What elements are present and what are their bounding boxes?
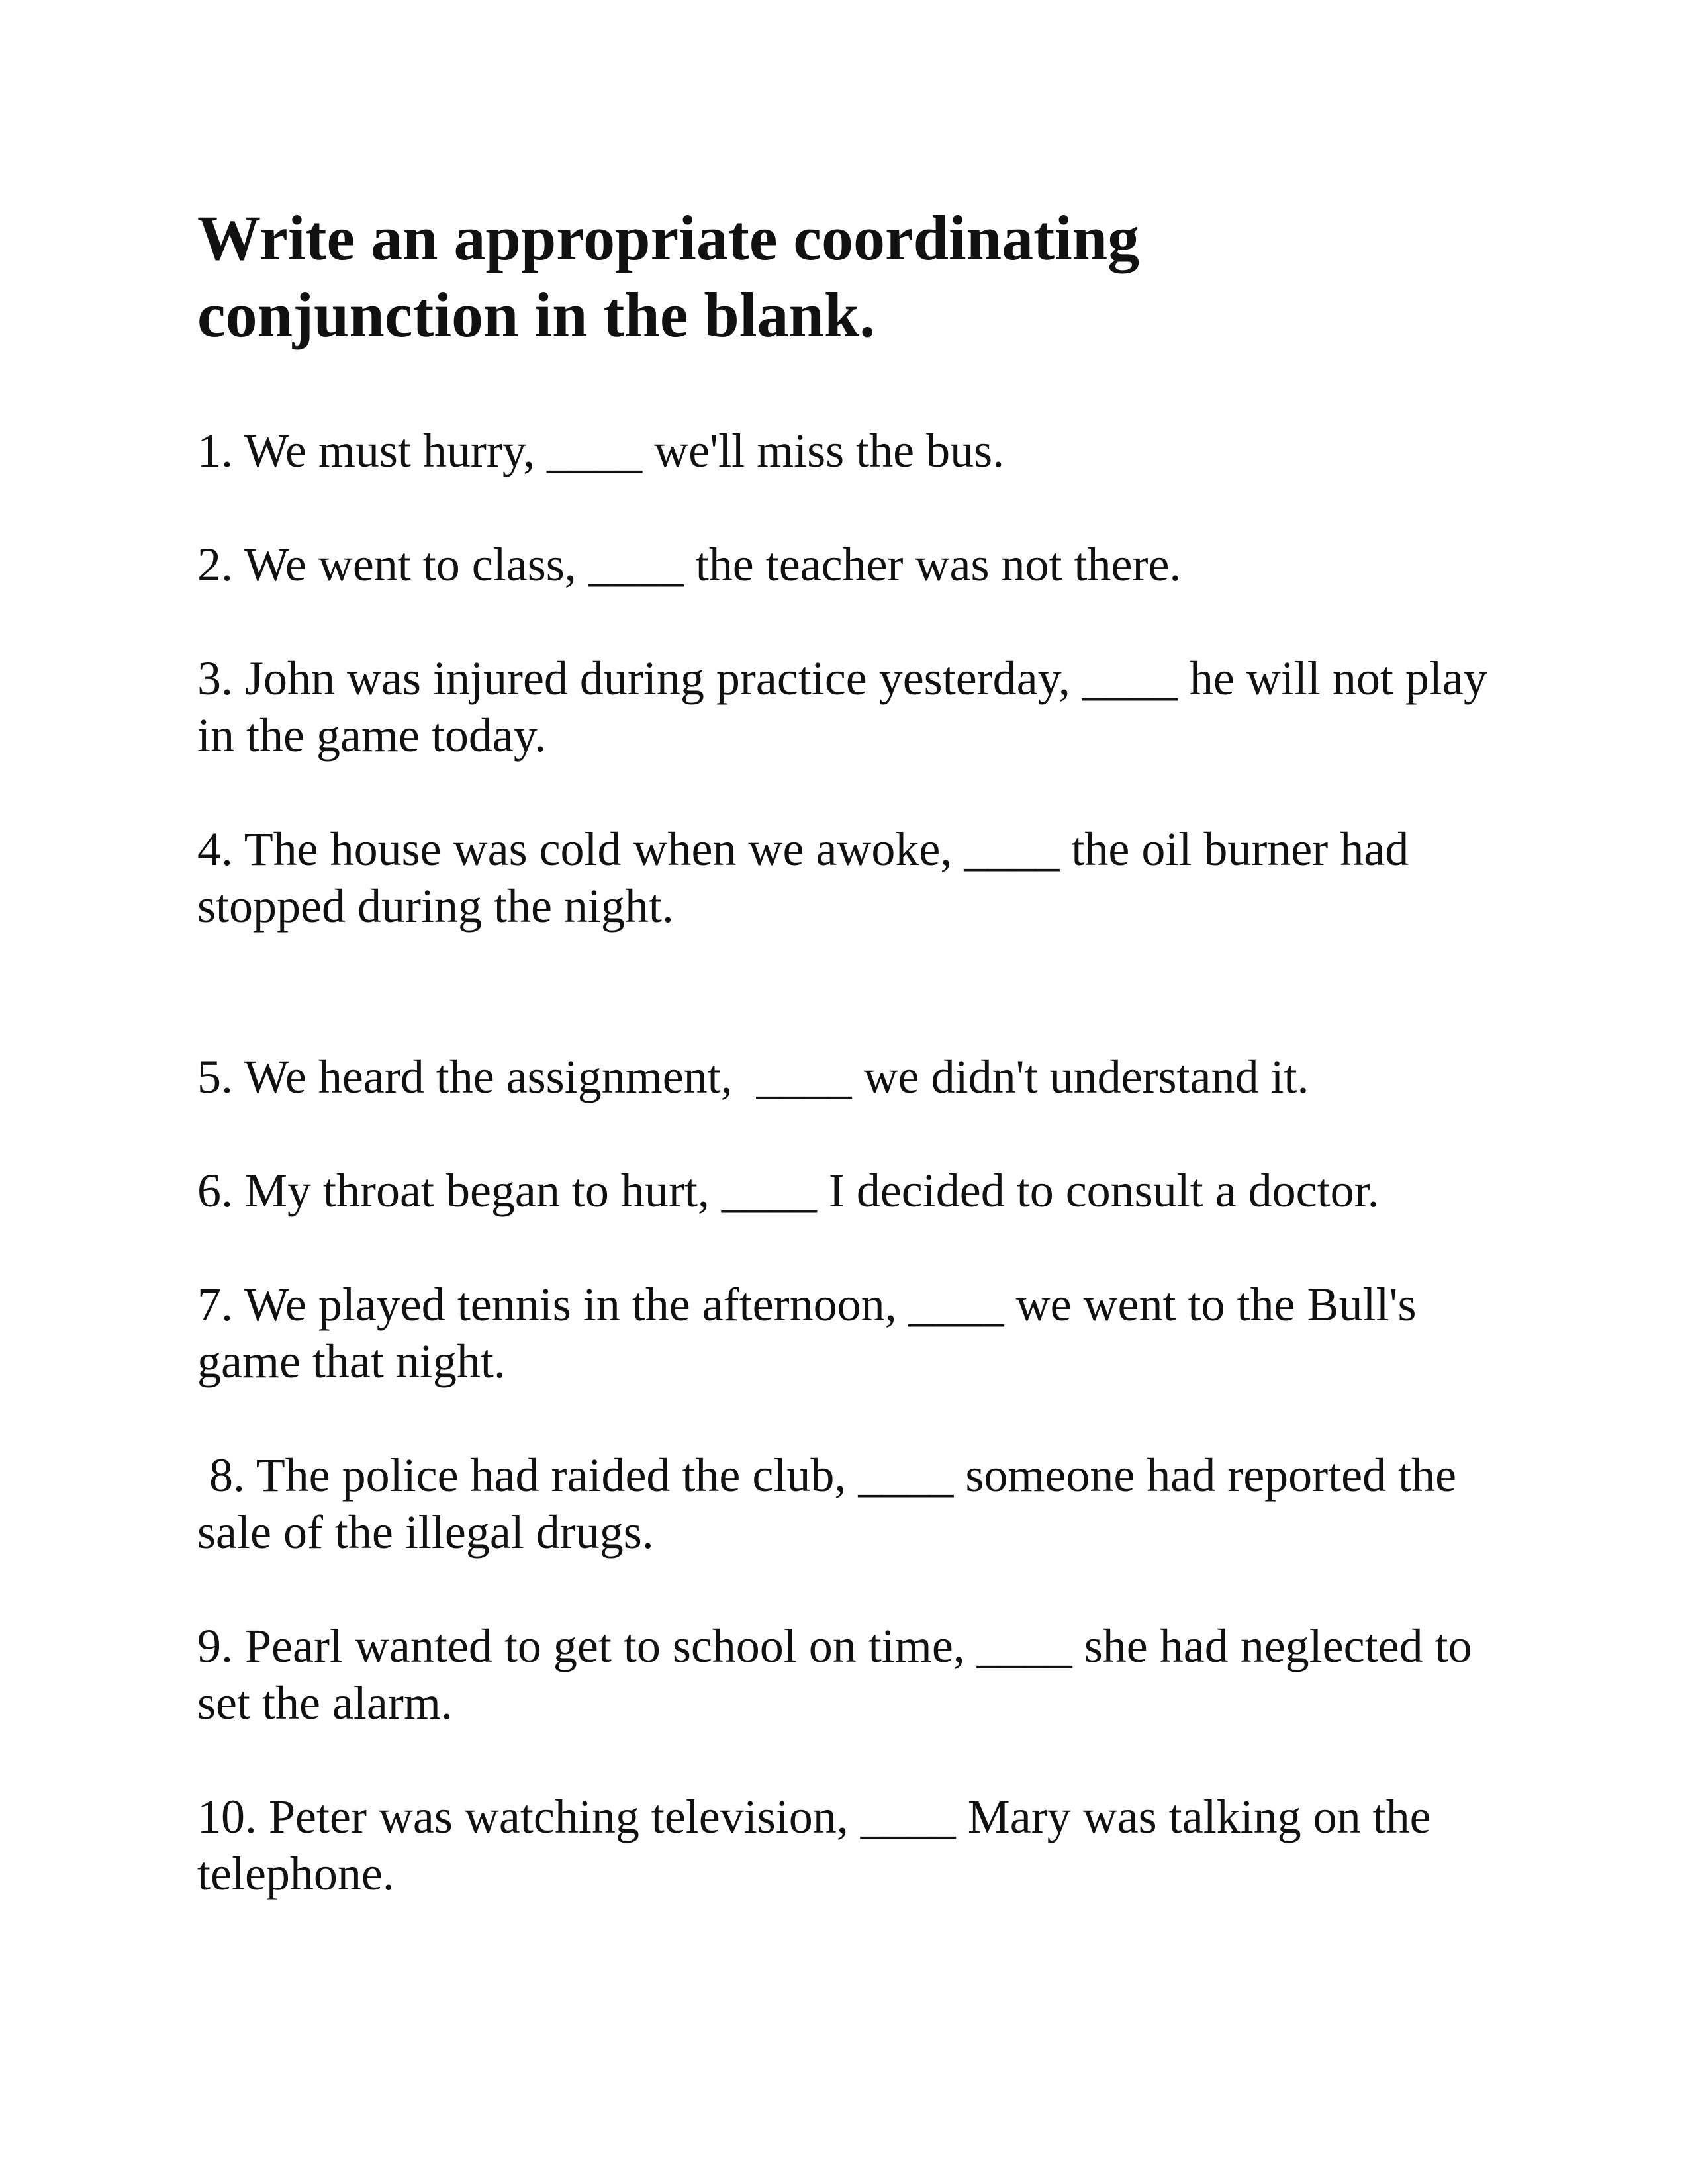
question-8: 8. The police had raided the club, ____ someone had reported the sale of the illegal drugs. <box>197 1449 1469 1559</box>
question-5: 5. We heard the assignment, ____ we didn't understand it. <box>197 1050 1309 1103</box>
question-7: 7. We played tennis in the afternoon, ____ we went to the Bull's game that night. <box>197 1278 1429 1388</box>
question-9: 9. Pearl wanted to get to school on time, ____ she had neglected to set the alarm. <box>197 1619 1484 1729</box>
question-4: 4. The house was cold when we awoke, ____ the oil burner had stopped during the night. <box>197 823 1421 933</box>
question-1: 1. We must hurry, ____ we'll miss the bus. <box>197 424 1005 477</box>
question-6: 6. My throat began to hurt, ____ I decided to consult a doctor. <box>197 1164 1380 1217</box>
worksheet-title: Write an appropriate coordinating conjunction in the blank. <box>197 203 1140 350</box>
question-3: 3. John was injured during practice yesterday, ____ he will not play in the game today. <box>197 652 1499 762</box>
question-10: 10. Peter was watching television, ____ Mary was talking on the telephone. <box>197 1790 1443 1900</box>
question-2: 2. We went to class, ____ the teacher was not there. <box>197 538 1182 591</box>
